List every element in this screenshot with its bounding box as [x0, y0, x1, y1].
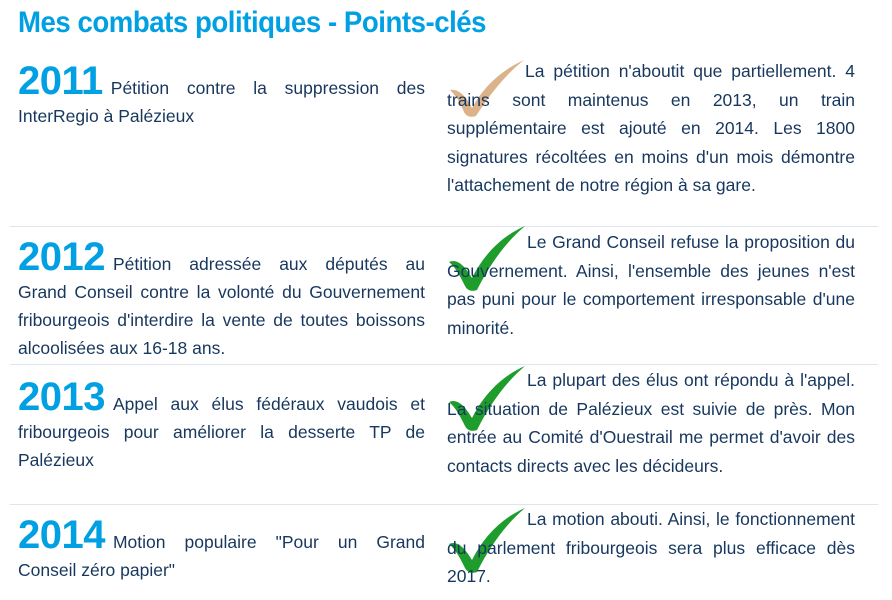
result-2013: La plupart des élus ont répondu à l'appel. La situation de Palézieux est suivie de près. Mon entrée au Comité d'Ouestrail me permet d'avoir des contacts directs avec les décideurs.	[447, 370, 855, 476]
page-title: Mes combats politiques - Points-clés	[18, 6, 487, 39]
divider	[10, 364, 878, 365]
action-2013	[18, 375, 425, 474]
year-2013: 2013	[18, 375, 105, 419]
year-2014: 2014	[18, 513, 105, 557]
year-2012: 2012	[18, 235, 105, 279]
result-2011: La pétition n'aboutit que partiellement. 4 trains sont maintenus en 2013, un train supplémentaire est ajouté en 2014. Les 1800 signatures récoltées en moins d'un mois démontre l'attachement de notre région à sa gare.	[447, 61, 855, 195]
action-text-2014: Motion populaire "Pour un Grand Conseil zéro papier"	[18, 532, 425, 580]
action-2012	[18, 235, 425, 362]
action-text-2012: Pétition adressée aux députés au Grand Conseil contre la volonté du Gouvernement fribourgeois d'interdire la vente de toutes boissons alcoolisées aux 16-18 ans.	[18, 254, 425, 358]
divider	[10, 226, 878, 227]
action-2011	[18, 59, 425, 130]
result-2014: La motion abouti. Ainsi, le fonctionnement du parlement fribourgeois sera plus efficace dès 2017.	[447, 509, 855, 586]
action-text-2013: Appel aux élus fédéraux vaudois et fribourgeois pour améliorer la desserte TP de Palézieux	[18, 394, 425, 470]
year-2011: 2011	[18, 59, 103, 103]
action-text-2011: Pétition contre la suppression des InterRegio à Palézieux	[18, 78, 425, 126]
result-2012: Le Grand Conseil refuse la proposition du Gouvernement. Ainsi, l'ensemble des jeunes n'est pas puni pour le comportement irresponsable d'une minorité.	[447, 232, 855, 338]
action-2014	[18, 513, 425, 584]
